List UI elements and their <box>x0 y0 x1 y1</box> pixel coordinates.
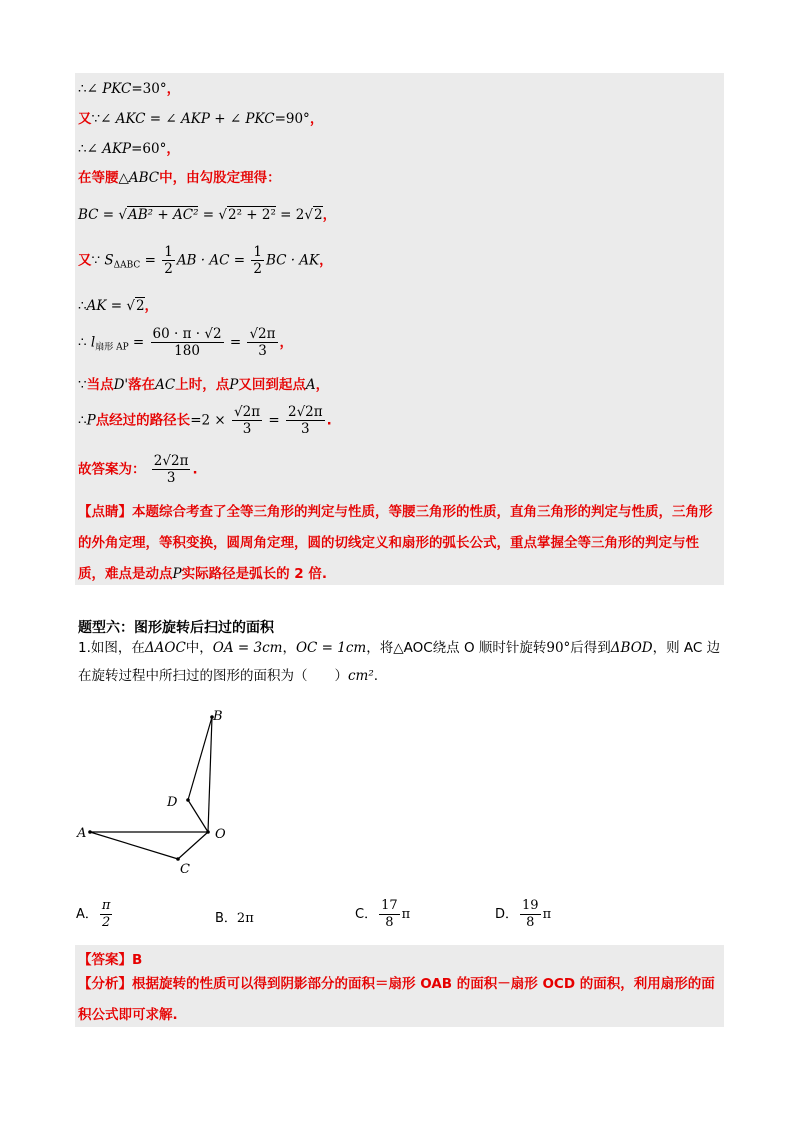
option-d[interactable]: D． $\frac{19}{8}$ π <box>495 898 552 930</box>
label-A: A <box>77 826 87 841</box>
solution-line-2: 又∵∠ AKC = ∠ AKP + ∠ PKC=90°， <box>78 111 324 127</box>
solution-line-3: ∴∠ AKP=60°， <box>78 141 180 157</box>
solution-comment: 【点睛】本题综合考查了全等三角形的判定与性质，等腰三角形的性质，直角三角形的判定与性质，三角形的外角定理，等积变换，圆周角定理，圆的切线定义和扇形的弧长公式，重点掌握全等三角形的判定与性质，难点是动点P实际路径是弧长的 2 倍. <box>78 504 713 582</box>
section-title: 题型六：图形旋转后扫过的面积 <box>78 620 274 636</box>
segment-OB <box>208 717 212 832</box>
solution-line-6: 又∵ $S_{\Delta ABC}$ = $\frac{1}{2}$ AB · AC = $\frac{1}{2}$ BC · AK， <box>78 244 333 277</box>
solution-line-9: ∵当点D'落在AC上时，点P又回到起点A， <box>78 377 330 393</box>
geometry-figure <box>70 700 270 885</box>
solution-line-1: ∴∠ PKC=30°， <box>78 81 181 97</box>
segment-CO <box>178 832 208 859</box>
solution-line-10: ∴P点经过的路径长=2 × $\frac{√2\pi}{3}$ = $\frac{2√2\pi}{3}$ . <box>78 404 332 437</box>
segment-DO <box>188 800 208 832</box>
label-D: D <box>167 795 178 810</box>
solution-line-5: BC = √AB² + AC² = √2² + 2² = 2√2， <box>78 207 337 223</box>
option-b[interactable]: B．2π <box>215 911 254 926</box>
answer-line: 【答案】B <box>78 952 143 968</box>
point-O <box>206 830 210 834</box>
question-text: 1.如图，在ΔAOC中，OA = 3cm，OC = 1cm，将△AOC绕点 O 顺时针旋转90°后得到ΔBOD，则 AC 边在旋转过程中所扫过的图形的面积为（ ）cm². <box>78 640 721 684</box>
solution-line-11: 故答案为： $\frac{2√2\pi}{3}$ . <box>78 453 198 486</box>
solution-line-8: ∴ $l_{扇形 AP}$ = $\frac{60 \cdot \pi \cdot √2}{180}$ = $\frac{√2\pi}{3}$ ， <box>78 326 294 359</box>
option-c[interactable]: C． $\frac{17}{8}$ π <box>355 898 411 930</box>
analysis-text: 【分析】根据旋转的性质可以得到阴影部分的面积＝扇形 OAB 的面积－扇形 OCD 的面积，利用扇形的面积公式即可求解. <box>78 976 715 1023</box>
point-D <box>186 798 190 802</box>
solution-line-4: 在等腰△ABC中，由勾股定理得： <box>78 170 281 186</box>
option-a[interactable]: A． $\frac{\pi}{2}$ <box>76 898 111 930</box>
solution-line-7: ∴AK = √2， <box>78 298 159 314</box>
segment-DB <box>188 717 212 800</box>
label-B: B <box>213 709 223 724</box>
point-C <box>176 857 180 861</box>
label-O: O <box>215 827 226 842</box>
label-C: C <box>180 862 190 877</box>
segment-AC <box>90 832 178 859</box>
point-A <box>88 830 92 834</box>
